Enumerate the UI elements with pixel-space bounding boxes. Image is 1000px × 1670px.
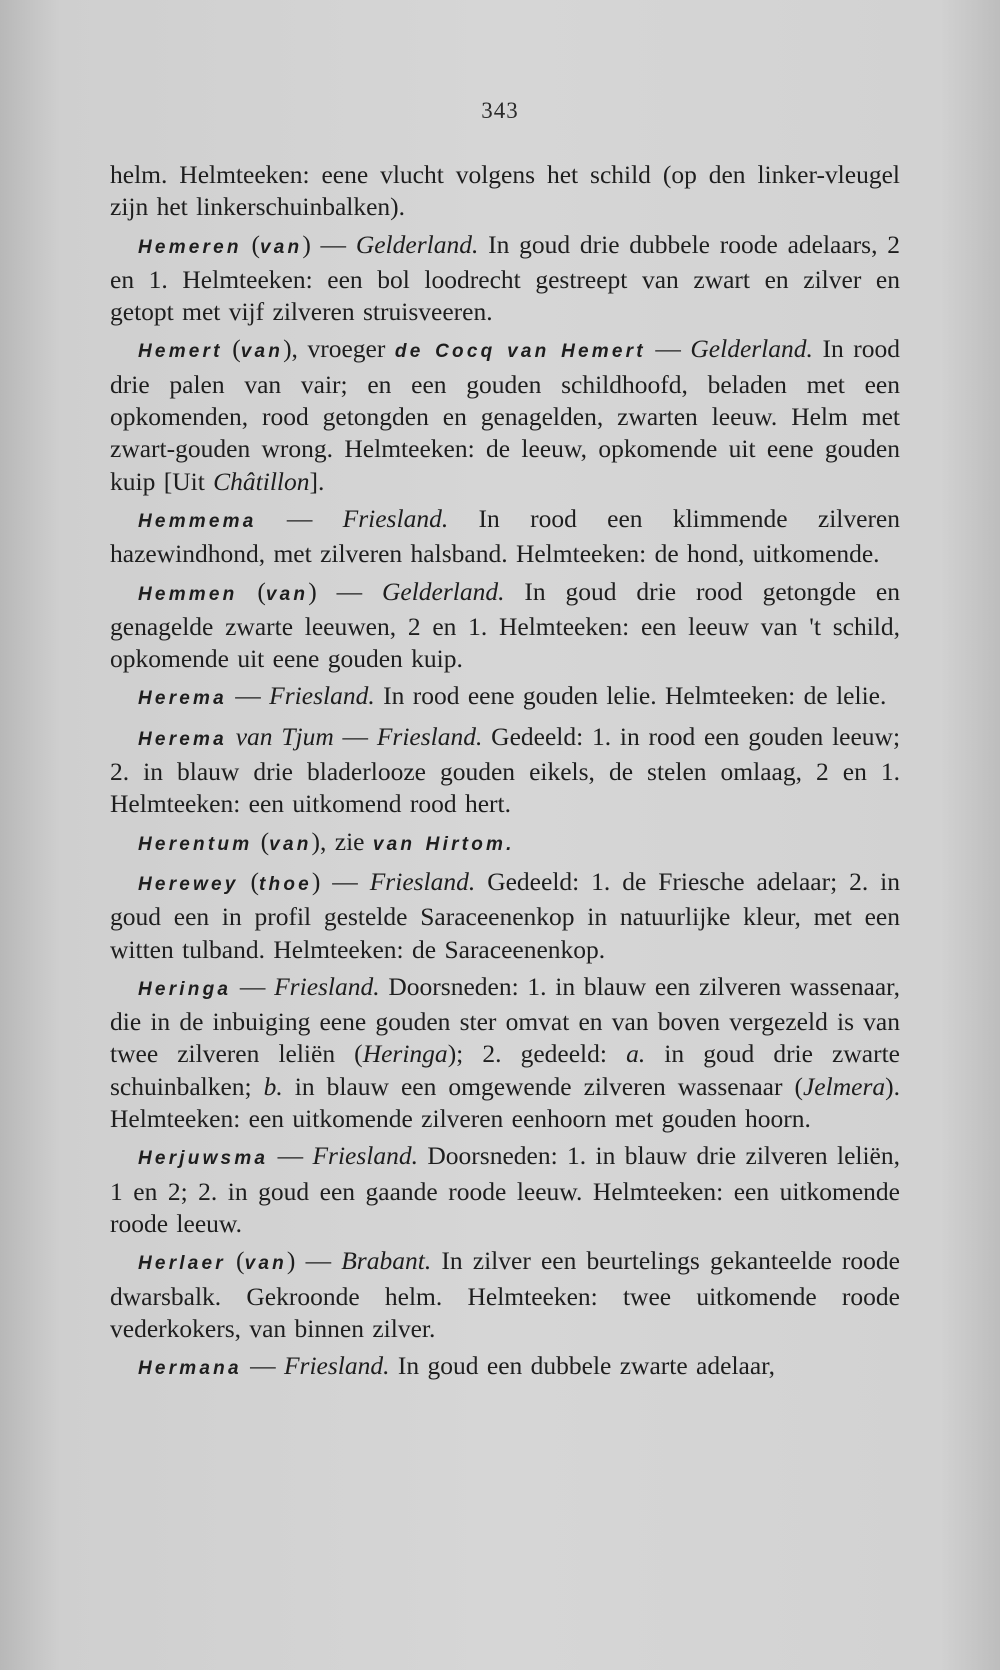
text-run: Gedeeld: 1. de Friesche adelaar; 2. in goud een in profil gestelde Saraceenenkop in natuurlijke kleur, met een witten tulband. Helmteeken: de Saraceenenkop.: [110, 866, 900, 964]
text-run: ), zie: [311, 826, 373, 856]
text-run: ); 2. gedeeld:: [447, 1039, 627, 1069]
text-run: In rood een klimmende zilveren hazewindhond, met zilveren halsband. Helmteeken: de hond, uitkomende.: [110, 503, 900, 569]
text-run: ) —: [308, 576, 382, 606]
italic-text: Heringa: [362, 1039, 448, 1069]
entry-name: thoe: [258, 873, 312, 895]
italic-text: b.: [263, 1071, 283, 1101]
text-run: In rood drie palen van vair; en een gouden schildhoofd, beladen met een opkomenden, rood getongden en genagelden, zwarten leeuw. Helm met zwart-gouden wrong. Helmteeken: de leeuw, opkomende uit eene gouden kuip [Uit: [110, 334, 900, 496]
entry-name: Hermana: [138, 1358, 242, 1380]
entry-name: Hemmen: [138, 583, 238, 605]
italic-text: Jelmera: [802, 1071, 886, 1101]
text-run: —: [256, 503, 343, 533]
entry-name: van: [259, 236, 303, 258]
paragraph-herentum: [110, 826, 900, 861]
entry-name: Herema: [138, 688, 227, 710]
italic-text: Gelderland.: [690, 334, 813, 364]
italic-text: Friesland.: [376, 721, 483, 751]
text-run: (: [225, 1246, 245, 1276]
text-run: —: [333, 721, 377, 751]
paragraph-herema: [110, 680, 900, 715]
text-run: ). Helmteeken: een uitkomende zilveren eenhoorn met gouden hoorn.: [110, 1071, 900, 1134]
text-run: —: [645, 334, 691, 364]
entry-name: Hemert: [138, 341, 223, 363]
entry-name: Herewey: [138, 873, 239, 895]
italic-text: Friesland.: [342, 503, 449, 533]
entry-name: Heringa: [138, 978, 232, 1000]
text-run: helm. Helmteeken: eene vlucht volgens het schild (op den linker-vleugel zijn het linkerschuinbalken).: [110, 160, 900, 222]
italic-text: Gelderland.: [381, 576, 505, 606]
text-run: in goud drie zwarte schuinbalken;: [110, 1039, 901, 1101]
italic-text: Friesland.: [269, 681, 375, 711]
entry-name: Herema: [138, 728, 227, 750]
paragraph-hemmen: [110, 576, 900, 676]
entry-name: van: [269, 833, 312, 855]
paragraph-herlaer: [110, 1245, 900, 1345]
text-run: Gedeeld: 1. in rood een gouden leeuw; 2. in blauw drie bladerlooze gouden eikels, de stelen omlaag, 2 en 1. Helmteeken: een uitkomend rood hert.: [110, 721, 901, 819]
text-run: In goud drie rood getongde en genagelde zwarte leeuwen, 2 en 1. Helmteeken: een leeuw van 't schild, opkomende uit eene gouden kuip.: [110, 576, 901, 674]
italic-text: Friesland.: [274, 971, 380, 1001]
text-run: Doorsneden: 1. in blauw een zilveren wassenaar, die in de inbuiging eene gouden ster omvat en van boven vergezeld is van twee zilveren leliën (: [110, 971, 900, 1069]
page-number: 343: [481, 98, 519, 123]
text-run: —: [268, 1141, 313, 1171]
entry-name: van Hirtom.: [372, 833, 515, 855]
text-run: In zilver een beurtelings gekanteelde roode dwarsbalk. Gekroonde helm. Helmteeken: twee uitkomende roode vederkokers, van binnen zilver.: [110, 1246, 900, 1343]
text-run: in blauw een omgewende zilveren wassenaar (: [282, 1071, 803, 1101]
text-run: (: [237, 576, 266, 606]
text-run: —: [231, 971, 275, 1001]
body-text: [110, 159, 900, 1385]
italic-text: a.: [626, 1039, 646, 1069]
text-run: —: [241, 1351, 284, 1381]
text-run: (: [222, 334, 241, 364]
text-run: Doorsneden: 1. in blauw drie zilveren leliën, 1 en 2; 2. in goud een gaande roode leeuw. Helmteeken: een uitkomende roode leeuw.: [110, 1141, 901, 1238]
text-run: (: [241, 229, 260, 259]
entry-name: Herentum: [138, 833, 253, 855]
text-run: ].: [309, 466, 325, 496]
text-run: (: [238, 866, 259, 896]
paragraph-herjuwsma: [110, 1140, 900, 1240]
italic-text: Châtillon: [213, 466, 310, 496]
text-run: In rood eene gouden lelie. Helmteeken: de lelie.: [374, 681, 887, 711]
entry-name: van: [265, 583, 309, 605]
entry-name: de Cocq van Hemert: [394, 341, 646, 363]
paragraph-hemmema: [110, 503, 900, 571]
text-run: (: [252, 826, 270, 856]
entry-name: Hemmema: [138, 510, 257, 532]
italic-text: Friesland.: [312, 1141, 418, 1171]
paragraph-herema-tjum: [110, 721, 900, 821]
paragraph-helm-cont: [110, 159, 900, 224]
italic-text: Friesland.: [369, 866, 476, 896]
entry-name: Herlaer: [138, 1253, 226, 1275]
text-run: ) —: [286, 1246, 342, 1276]
paragraph-herewey: [110, 866, 900, 966]
entry-name: Hemeren: [138, 236, 242, 258]
italic-text: Brabant.: [341, 1246, 432, 1276]
text-run: ) —: [302, 229, 356, 259]
text-run: ), vroeger: [283, 334, 395, 364]
paragraph-hermana: [110, 1350, 900, 1385]
text-run: [227, 722, 236, 751]
text-run: ) —: [311, 866, 370, 896]
italic-text: Friesland.: [283, 1351, 390, 1381]
entry-name: van: [240, 341, 284, 363]
paragraph-hemeren: [110, 229, 900, 329]
text-run: In goud een dubbele zwarte adelaar,: [389, 1351, 776, 1381]
text-run: —: [226, 681, 270, 711]
text-run: In goud drie dubbele roode adelaars, 2 en 1. Helmteeken: een bol loodrecht gestreept van zwart en zilver en getopt met vijf zilveren struisveeren.: [110, 229, 900, 327]
paragraph-heringa: [110, 971, 900, 1135]
italic-text: Gelderland.: [355, 229, 479, 259]
entry-name: Herjuwsma: [138, 1148, 269, 1170]
paragraph-hemert: [110, 333, 900, 497]
entry-name: van: [244, 1253, 287, 1275]
italic-text: van Tjum: [235, 721, 334, 751]
